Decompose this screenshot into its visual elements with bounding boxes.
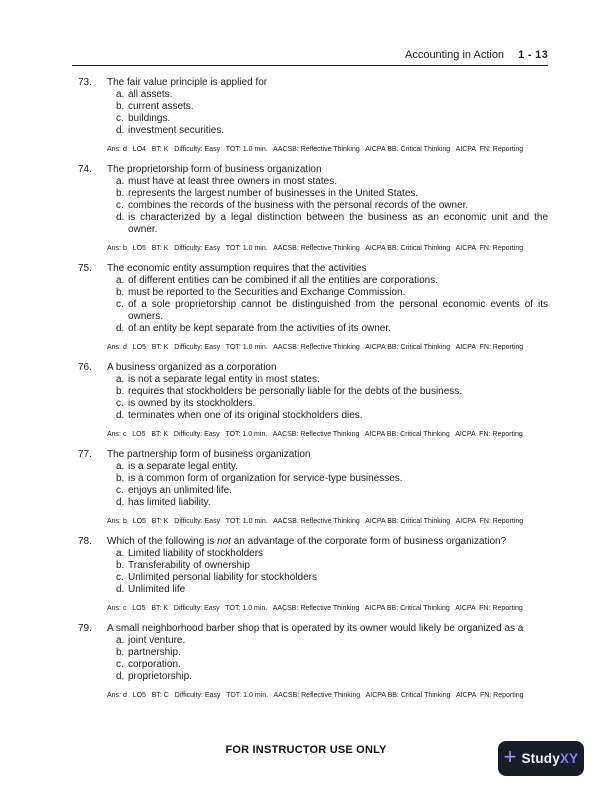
option-text: current assets. [128, 101, 194, 112]
answer-option [107, 299, 548, 323]
option-letter: b. [116, 386, 125, 397]
question-number: 79. [78, 623, 92, 634]
question-number: 73. [78, 77, 92, 88]
option-text: partnership. [128, 647, 181, 658]
option-letter: c. [116, 485, 124, 496]
option-text: joint venture. [128, 635, 186, 646]
option-text: represents the largest number of businesses in the United States. [128, 188, 419, 199]
option-letter: a. [116, 275, 125, 286]
answer-option [107, 398, 548, 410]
brand-text-main: Study [521, 750, 560, 766]
answer-option [107, 176, 548, 188]
question-block [78, 263, 548, 352]
brand-text [521, 752, 578, 766]
answer-metadata-line: Ans: c LO5 BT: K Difficulty: Easy TOT: 1.0 min. AACSB: Reflective Thinking AICPA BB: Critical Thinking AICPA FN: Reporting [107, 431, 523, 438]
option-letter: d. [116, 584, 125, 595]
answer-option [107, 125, 548, 137]
question-block [78, 77, 548, 154]
answer-option [107, 572, 548, 584]
option-letter: c. [116, 299, 124, 310]
option-text: all assets. [128, 89, 173, 100]
page-header [72, 0, 548, 66]
option-letter: d. [116, 212, 125, 223]
question-number: 76. [78, 362, 92, 373]
question-block [78, 623, 548, 700]
option-letter: a. [116, 176, 125, 187]
option-letter: b. [116, 473, 125, 484]
option-letter: d. [116, 497, 125, 508]
answer-option [107, 497, 548, 509]
answer-option [107, 635, 548, 647]
answer-metadata-line: Ans: d LO5 BT: C Difficulty: Easy TOT: 1.0 min. AACSB: Reflective Thinking AICPA BB: Critical Thinking AICPA FN: Reporting [107, 692, 524, 699]
option-text: of a sole proprietorship cannot be distinguished from the personal economic events of its owners. [128, 299, 548, 322]
option-text: requires that stockholders be personally liable for the debts of the business. [128, 386, 463, 397]
question-stem [107, 623, 548, 635]
answer-option [107, 200, 548, 212]
stem-text: A business organized as a corporation [107, 362, 277, 373]
answer-option [107, 113, 548, 125]
option-text: Unlimited life [128, 584, 186, 595]
questions-list [0, 66, 612, 700]
question-number: 74. [78, 164, 92, 175]
option-letter: a. [116, 548, 125, 559]
option-letter: c. [116, 398, 124, 409]
stem-text: Which of the following is [107, 536, 218, 547]
chapter-title: Accounting in Action [404, 49, 505, 61]
question-block [78, 449, 548, 526]
answer-option [107, 101, 548, 113]
brand-text-accent: XY [559, 750, 579, 766]
option-text: investment securities. [128, 125, 225, 136]
option-letter: c. [116, 113, 124, 124]
answer-option [107, 461, 548, 473]
option-text: of an entity be kept separate from the activities of its owner. [128, 323, 391, 334]
option-text: proprietorship. [128, 671, 192, 682]
option-text: terminates when one of its original stockholders dies. [128, 410, 363, 421]
stem-text: A small neighborhood barber shop that is operated by its owner would likely be organized as a [107, 623, 524, 634]
answer-metadata-line: Ans: d LO4 BT: K Difficulty: Easy TOT: 1.0 min. AACSB: Reflective Thinking AICPA BB: Critical Thinking AICPA FN: Reporting [107, 146, 524, 153]
instructor-use-notice: FOR INSTRUCTOR USE ONLY [225, 744, 387, 756]
answer-option [107, 473, 548, 485]
option-letter: b. [116, 188, 125, 199]
option-letter: c. [116, 659, 124, 670]
answer-metadata-line: Ans: b LO5 BT: K Difficulty: Easy TOT: 1.0 min. AACSB: Reflective Thinking AICPA BB: Critical Thinking AICPA FN: Reporting [107, 245, 524, 252]
option-text: must have at least three owners in most states. [128, 176, 337, 187]
option-text: is a separate legal entity. [128, 461, 238, 472]
option-letter: a. [116, 374, 125, 385]
answer-option [107, 374, 548, 386]
option-letter: b. [116, 647, 125, 658]
stem-text: The proprietorship form of business organization [107, 164, 322, 175]
answer-option [107, 212, 548, 236]
answer-option [107, 323, 548, 335]
option-text: Limited liability of stockholders [128, 548, 264, 559]
answer-metadata-line: Ans: c LO5 BT: K Difficulty: Easy TOT: 1.0 min. AACSB: Reflective Thinking AICPA BB: Critical Thinking AICPA FN: Reporting [107, 605, 523, 612]
option-text: is a common form of organization for service-type businesses. [128, 473, 403, 484]
answer-option [107, 485, 548, 497]
question-stem [107, 362, 548, 374]
option-letter: d. [116, 671, 125, 682]
answer-option [107, 287, 548, 299]
option-text: buildings. [128, 113, 171, 124]
option-letter: a. [116, 89, 125, 100]
option-letter: a. [116, 461, 125, 472]
answer-option [107, 275, 548, 287]
option-text: has limited liability. [128, 497, 211, 508]
option-text: is owned by its stockholders. [128, 398, 256, 409]
answer-option [107, 659, 548, 671]
answer-option [107, 647, 548, 659]
studyxy-logo [498, 741, 584, 776]
option-text: is not a separate legal entity in most states. [128, 374, 320, 385]
answer-option [107, 548, 548, 560]
option-text: Transferability of ownership [128, 560, 250, 571]
question-block [78, 164, 548, 253]
stem-italic-word: not [217, 536, 231, 547]
answer-metadata-line: Ans: d LO5 BT: K Difficulty: Easy TOT: 1.0 min. AACSB: Reflective Thinking AICPA BB: Critical Thinking AICPA FN: Reporting [107, 344, 524, 351]
question-number: 77. [78, 449, 92, 460]
option-text: corporation. [128, 659, 181, 670]
answer-option [107, 560, 548, 572]
option-text: enjoys an unlimited life. [128, 485, 232, 496]
option-letter: a. [116, 635, 125, 646]
option-text: combines the records of the business with the personal records of the owner. [128, 200, 469, 211]
answer-metadata-line: Ans: b LO5 BT: K Difficulty: Easy TOT: 1.0 min. AACSB: Reflective Thinking AICPA BB: Critical Thinking AICPA FN: Reporting [107, 518, 524, 525]
answer-option [107, 584, 548, 596]
option-letter: c. [116, 572, 124, 583]
answer-option [107, 410, 548, 422]
option-letter: b. [116, 287, 125, 298]
option-text: Unlimited personal liability for stockholders [128, 572, 317, 583]
option-letter: d. [116, 125, 125, 136]
option-letter: b. [116, 101, 125, 112]
plus-icon: + [503, 744, 517, 769]
question-block [78, 536, 548, 613]
stem-text: The partnership form of business organization [107, 449, 311, 460]
option-letter: d. [116, 323, 125, 334]
option-text: must be reported to the Securities and Exchange Commission. [128, 287, 406, 298]
question-stem [107, 263, 548, 275]
question-stem [107, 536, 548, 548]
stem-text: an advantage of the corporate form of business organization? [230, 536, 507, 547]
answer-option [107, 386, 548, 398]
stem-text: The economic entity assumption requires that the activities [107, 263, 367, 274]
question-stem [107, 449, 548, 461]
question-stem [107, 164, 548, 176]
stem-text: The fair value principle is applied for [107, 77, 268, 88]
option-text: is characterized by a legal distinction between the business as an economic unit and the owner. [128, 212, 548, 235]
question-block [78, 362, 548, 439]
question-number: 75. [78, 263, 92, 274]
answer-option [107, 671, 548, 683]
answer-option [107, 89, 548, 101]
answer-option [107, 188, 548, 200]
option-letter: c. [116, 200, 124, 211]
option-text: of different entities can be combined if all the entities are corporations. [128, 275, 438, 286]
option-letter: b. [116, 560, 125, 571]
question-stem [107, 77, 548, 89]
option-letter: d. [116, 410, 125, 421]
page-number: 1 - 13 [518, 49, 548, 61]
question-number: 78. [78, 536, 92, 547]
